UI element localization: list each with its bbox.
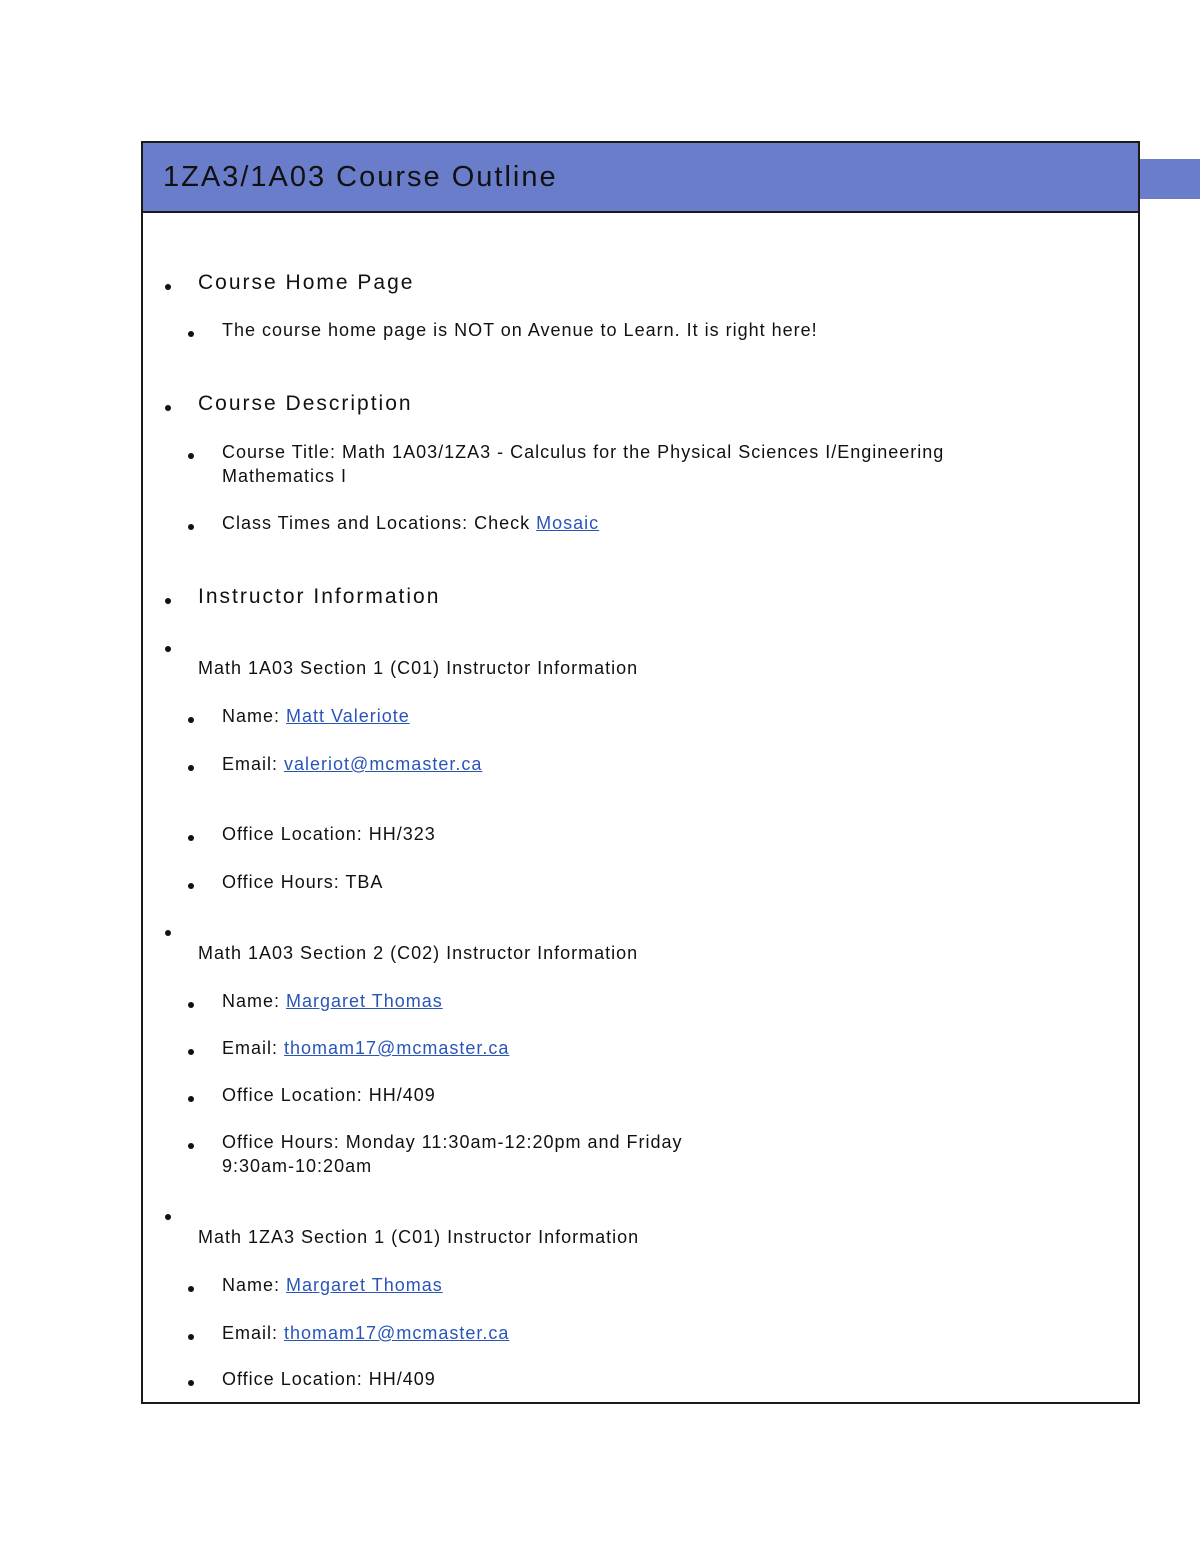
title-bar [143,143,1138,213]
bullet-icon [188,1096,194,1102]
bullet-icon [188,883,194,889]
group1-office-location: Office Location: HH/323 [222,824,436,844]
group1-email-item [222,754,482,775]
group1-title: Math 1A03 Section 1 (C01) Instructor Information [198,658,639,678]
bullet-icon [165,930,171,936]
bullet-icon [188,717,194,723]
bullet-icon [188,1002,194,1008]
bullet-icon [165,646,171,652]
group2-name-item [222,991,443,1012]
instructor-name-link[interactable]: Matt Valeriote [286,706,410,726]
instructor-name-link[interactable]: Margaret Thomas [286,1275,443,1295]
heading-course-description: Course Description [198,392,413,415]
course-title-line1: Course Title: Math 1A03/1ZA3 - Calculus for the Physical Sciences I/Engineering [222,442,945,462]
bullet-icon [188,331,194,337]
bullet-icon [188,835,194,841]
home-page-note: The course home page is NOT on Avenue to Learn. It is right here! [222,320,818,340]
bullet-icon [188,1380,194,1386]
group1-office-hours: Office Hours: TBA [222,872,384,892]
email-label: Email: [222,1038,285,1058]
instructor-email-link[interactable]: thomam17@mcmaster.ca [284,1038,510,1058]
instructor-email-link[interactable]: valeriot@mcmaster.ca [284,754,483,774]
email-label: Email: [222,1323,285,1343]
bullet-icon [188,453,194,459]
group3-office-location: Office Location: HH/409 [222,1369,436,1389]
group3-email-item [222,1323,509,1344]
bullet-icon [188,1334,194,1340]
group3-title: Math 1ZA3 Section 1 (C01) Instructor Information [198,1227,640,1247]
email-label: Email: [222,754,285,774]
group2-office-hours-line2: 9:30am-10:20am [222,1156,373,1176]
bullet-icon [188,1286,194,1292]
name-label: Name: [222,991,287,1011]
group2-office-location: Office Location: HH/409 [222,1085,436,1105]
instructor-name-link[interactable]: Margaret Thomas [286,991,443,1011]
group3-name-item [222,1275,443,1296]
group1-name-item [222,706,410,727]
name-label: Name: [222,1275,287,1295]
class-times-item [222,513,599,534]
heading-instructor-information: Instructor Information [198,585,441,608]
course-title-line2: Mathematics I [222,466,348,486]
group2-office-hours-line1: Office Hours: Monday 11:30am-12:20pm and Friday [222,1132,683,1152]
bullet-icon [188,1143,194,1149]
bullet-icon [165,405,171,411]
bullet-icon [165,1214,171,1220]
bullet-icon [188,1049,194,1055]
name-label: Name: [222,706,287,726]
class-times-label: Class Times and Locations: Check [222,513,537,533]
mosaic-link[interactable]: Mosaic [536,513,600,533]
side-tab-decoration [1138,159,1200,199]
bullet-icon [188,765,194,771]
bullet-icon [188,524,194,530]
heading-course-home-page: Course Home Page [198,271,415,294]
group2-title: Math 1A03 Section 2 (C02) Instructor Information [198,943,639,963]
course-outline-panel [141,141,1140,1404]
instructor-email-link[interactable]: thomam17@mcmaster.ca [284,1323,510,1343]
bullet-icon [165,284,171,290]
group2-email-item [222,1038,509,1059]
page-title: 1ZA3/1A03 Course Outline [163,160,558,193]
bullet-icon [165,598,171,604]
